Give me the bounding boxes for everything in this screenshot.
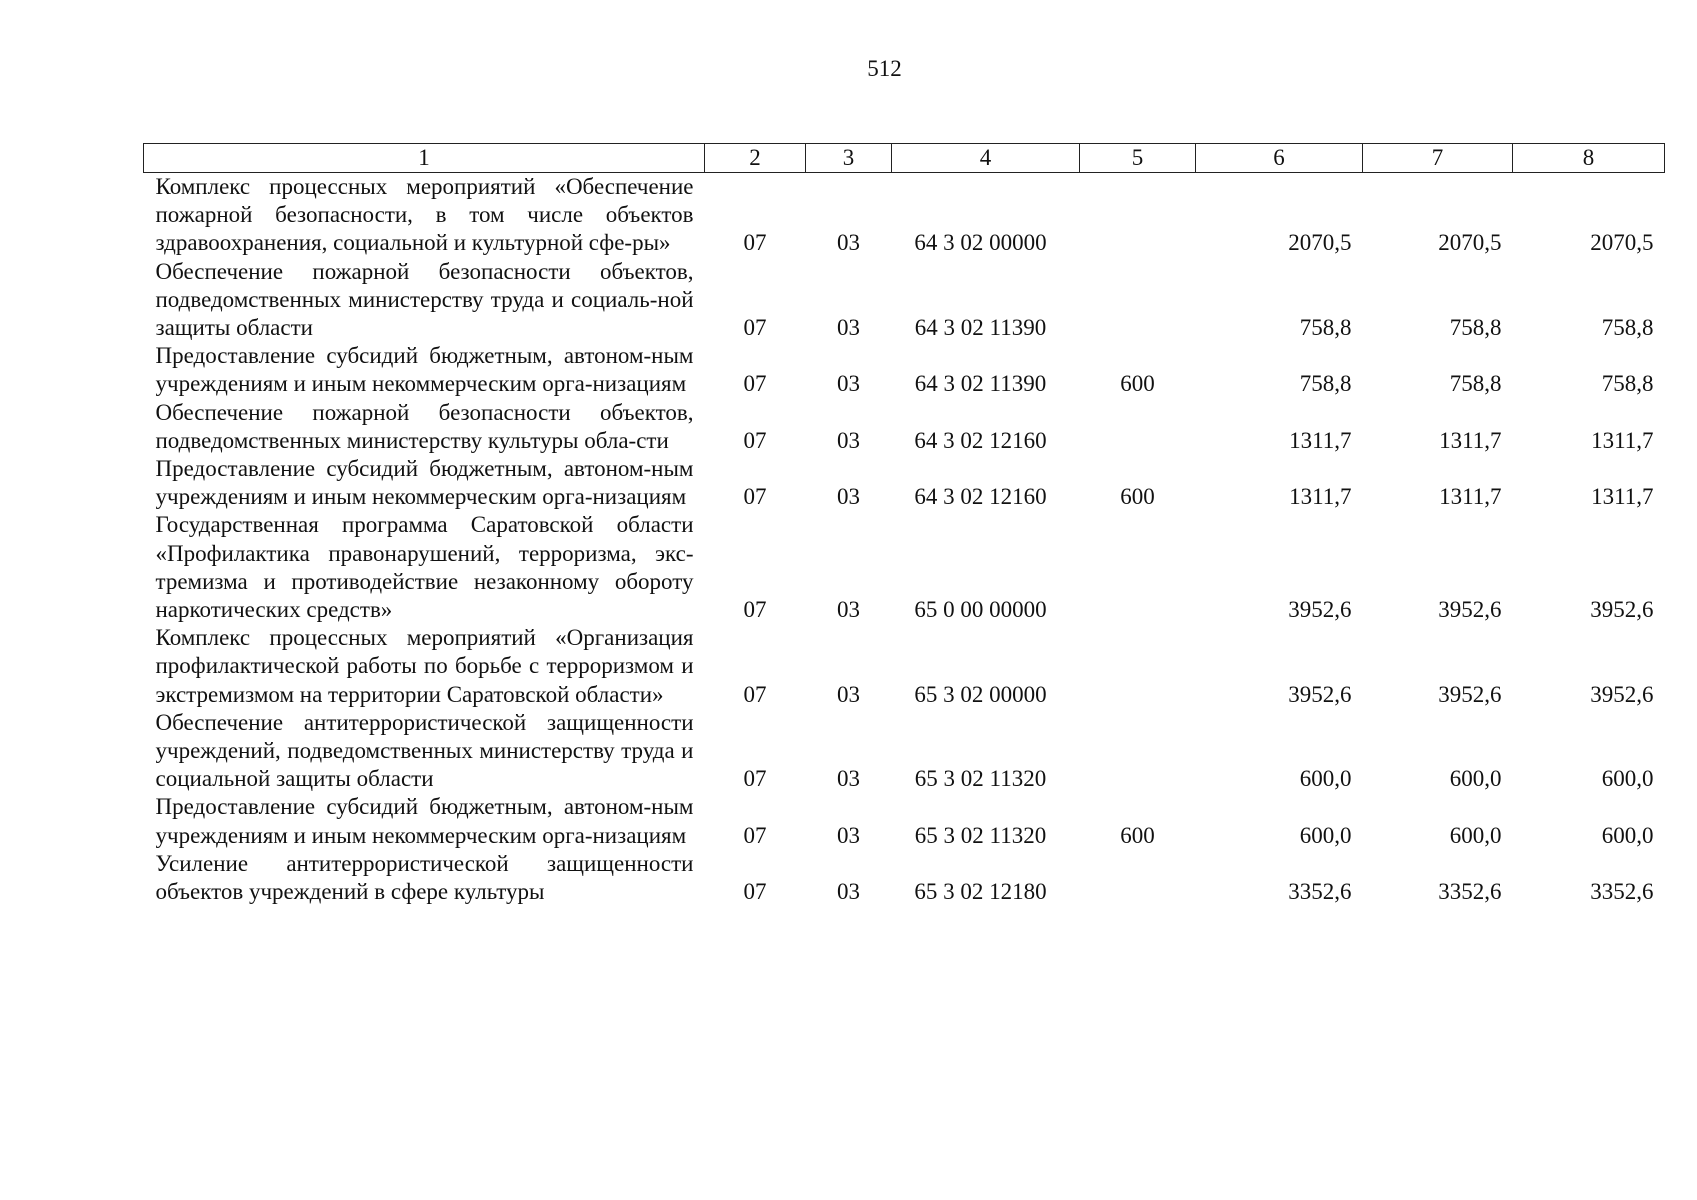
- amount-col8: 3352,6: [1590, 879, 1654, 905]
- target-article-code: 64 3 02 11390: [914, 371, 1047, 397]
- column-header-5: 5: [1080, 144, 1196, 173]
- expense-type-code: [1080, 173, 1196, 258]
- section-code: 07: [743, 879, 767, 905]
- section-code: 07: [743, 681, 767, 707]
- target-article-code: 65 3 02 00000: [914, 681, 1047, 707]
- section-code: 07: [743, 597, 767, 623]
- table-row: [144, 624, 1665, 709]
- amount-col6: 1311,7: [1289, 427, 1352, 453]
- target-article-code: 64 3 02 11390: [914, 315, 1047, 341]
- row-description: Комплекс процессных мероприятий «Организация профилактической работы по борьбе с терроризмом и экстремизмом на территории Саратовской области»: [155, 625, 694, 707]
- section-code: 07: [743, 484, 767, 510]
- amount-col6: 758,8: [1299, 315, 1352, 341]
- amount-col7: 758,8: [1449, 315, 1502, 341]
- budget-table: [143, 143, 1665, 906]
- amount-col6: 2070,5: [1288, 230, 1352, 256]
- subsection-code: 03: [837, 766, 860, 792]
- target-article-code: 64 3 02 12160: [914, 484, 1047, 510]
- amount-col6: 3952,6: [1288, 681, 1352, 707]
- amount-col6: 3352,6: [1288, 879, 1352, 905]
- table-row: [144, 511, 1665, 624]
- amount-col6: 600,0: [1299, 766, 1352, 792]
- subsection-code: 03: [837, 427, 860, 453]
- table-header: [144, 144, 1665, 173]
- amount-col8: 3952,6: [1590, 681, 1654, 707]
- target-article-code: 65 0 00 00000: [914, 597, 1047, 623]
- page-number: 512: [867, 56, 902, 81]
- amount-col8: 1311,7: [1591, 427, 1654, 453]
- section-code: 07: [743, 822, 767, 848]
- row-description: Обеспечение пожарной безопасности объектов, подведомственных министерству культуры обла-сти: [155, 399, 694, 453]
- target-article-code: 65 3 02 11320: [914, 822, 1047, 848]
- table-row: [144, 455, 1665, 511]
- subsection-code: 03: [837, 371, 860, 397]
- amount-col8: 1311,7: [1591, 484, 1654, 510]
- table-row: [144, 793, 1665, 849]
- row-description: Обеспечение пожарной безопасности объектов, подведомственных министерству труда и социаль-ной защиты области: [155, 258, 694, 341]
- target-article-code: 64 3 02 12160: [914, 427, 1047, 453]
- section-code: 07: [743, 371, 767, 397]
- amount-col7: 600,0: [1449, 766, 1502, 792]
- table-row: [144, 258, 1665, 343]
- row-description: Предоставление субсидий бюджетным, автоном-ным учреждениям и иным некоммерческим орга-низациям: [155, 456, 694, 510]
- section-code: 07: [743, 230, 767, 256]
- amount-col8: 600,0: [1601, 822, 1654, 848]
- amount-col7: 3952,6: [1438, 681, 1502, 707]
- amount-col8: 758,8: [1601, 371, 1654, 397]
- row-description: Обеспечение антитеррористической защищенности учреждений, подведомственных министерству труда и социальной защиты области: [155, 709, 694, 792]
- subsection-code: 03: [837, 230, 860, 256]
- expense-type-code: [1080, 511, 1196, 624]
- expense-type-code: [1080, 709, 1196, 794]
- expense-type-code: [1080, 258, 1196, 343]
- amount-col8: 758,8: [1601, 315, 1654, 341]
- subsection-code: 03: [837, 484, 860, 510]
- table-row: [144, 399, 1665, 455]
- table-body: [144, 173, 1665, 907]
- amount-col8: 3952,6: [1590, 597, 1654, 623]
- amount-col7: 758,8: [1449, 371, 1502, 397]
- expense-type-code: 600: [1120, 371, 1155, 397]
- subsection-code: 03: [837, 597, 860, 623]
- amount-col8: 600,0: [1601, 766, 1654, 792]
- target-article-code: 65 3 02 12180: [914, 879, 1047, 905]
- target-article-code: 64 3 02 00000: [914, 230, 1047, 256]
- amount-col7: 600,0: [1449, 822, 1502, 848]
- section-code: 07: [743, 427, 767, 453]
- row-description: Предоставление субсидий бюджетным, автоном-ным учреждениям и иным некоммерческим орга-низациям: [155, 343, 694, 397]
- amount-col7: 2070,5: [1438, 230, 1502, 256]
- column-header-4: 4: [892, 144, 1080, 173]
- amount-col7: 3952,6: [1438, 597, 1502, 623]
- row-description: Усиление антитеррористической защищенности объектов учреждений в сфере культуры: [155, 850, 694, 905]
- amount-col7: 1311,7: [1439, 427, 1502, 453]
- subsection-code: 03: [837, 879, 860, 905]
- amount-col6: 600,0: [1299, 822, 1352, 848]
- row-description: Государственная программа Саратовской области «Профилактика правонарушений, терроризма, экс-тремизма и противодействие незаконному обороту наркотических средств»: [155, 512, 694, 623]
- row-description: Комплекс процессных мероприятий «Обеспечение пожарной безопасности, в том числе объектов здравоохранения, социальной и культурной сфе-ры»: [155, 174, 694, 256]
- amount-col7: 3352,6: [1438, 879, 1502, 905]
- amount-col7: 1311,7: [1439, 484, 1502, 510]
- column-header-6: 6: [1196, 144, 1363, 173]
- column-header-2: 2: [705, 144, 806, 173]
- target-article-code: 65 3 02 11320: [914, 766, 1047, 792]
- section-code: 07: [743, 315, 767, 341]
- table-row: [144, 342, 1665, 398]
- amount-col8: 2070,5: [1590, 230, 1654, 256]
- table-row: [144, 709, 1665, 794]
- amount-col6: 758,8: [1299, 371, 1352, 397]
- amount-col6: 3952,6: [1288, 597, 1352, 623]
- table-row: [144, 173, 1665, 258]
- expense-type-code: [1080, 624, 1196, 709]
- subsection-code: 03: [837, 315, 860, 341]
- amount-col6: 1311,7: [1289, 484, 1352, 510]
- expense-type-code: 600: [1120, 822, 1155, 848]
- header-row: [144, 144, 1665, 173]
- table-row: [144, 850, 1665, 906]
- expense-type-code: 600: [1120, 484, 1155, 510]
- section-code: 07: [743, 766, 767, 792]
- row-description: Предоставление субсидий бюджетным, автоном-ным учреждениям и иным некоммерческим орга-низациям: [155, 794, 694, 848]
- column-header-3: 3: [806, 144, 892, 173]
- subsection-code: 03: [837, 681, 860, 707]
- expense-type-code: [1080, 850, 1196, 906]
- column-header-8: 8: [1513, 144, 1665, 173]
- subsection-code: 03: [837, 822, 860, 848]
- expense-type-code: [1080, 399, 1196, 455]
- column-header-1: 1: [144, 144, 705, 173]
- column-header-7: 7: [1363, 144, 1513, 173]
